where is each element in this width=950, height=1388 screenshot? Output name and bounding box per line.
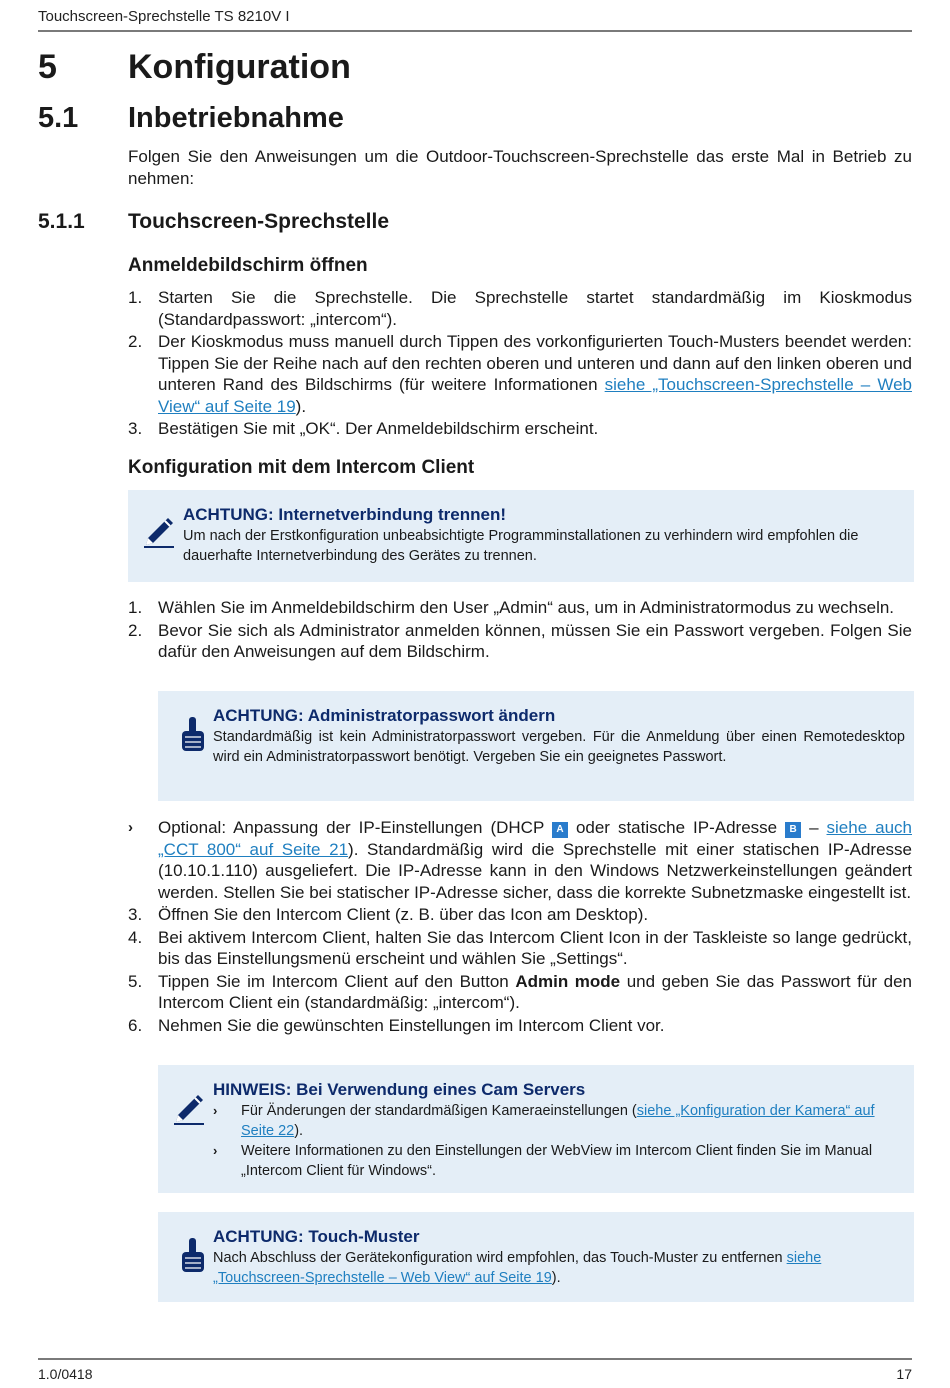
section-title: Inbetriebnahme [128, 102, 344, 134]
step-text: Tippen Sie im Intercom Client auf den Button [158, 971, 516, 991]
bullet-text-tail: ). [294, 1123, 304, 1139]
list-item [128, 904, 912, 926]
list-item [128, 927, 912, 970]
document-version: 1.0/0418 [38, 1366, 93, 1382]
login-heading: Anmeldebildschirm öffnen [128, 255, 368, 276]
list-item [128, 331, 912, 417]
chapter-number: 5 [38, 48, 57, 86]
subsection-title: Touchscreen-Sprechstelle [128, 210, 390, 233]
note-title: HINWEIS: Bei Verwendung eines Cam Servers [213, 1080, 586, 1099]
step-number: 1. [128, 598, 143, 617]
bullet-text: Weitere Informationen zu den Einstellungen der WebView im Intercom Client finden Sie im Manual „Intercom Client für Windows“. [241, 1143, 873, 1179]
note-text: Um nach der Erstkonfiguration unbeabsichtigte Programminstallationen zu verhindern wird empfohlen die dauerhafte Internetverbindung des Gerätes zu trennen. [183, 528, 859, 564]
cross-reference-link[interactable]: siehe „Konfiguration der Kamera“ auf Seite 22 [241, 1103, 875, 1139]
section-number: 5.1 [38, 102, 79, 134]
note-text [213, 1248, 905, 1288]
step-number: 6. [128, 1015, 143, 1035]
subsection-heading [38, 210, 389, 234]
footer-rule [38, 1358, 912, 1360]
step-number: 5. [128, 971, 143, 991]
warning-box-touch-pattern [158, 1212, 914, 1302]
login-steps [128, 287, 912, 441]
note-title: ACHTUNG: Administratorpasswort ändern [213, 706, 556, 725]
step-text: und geben Sie das Passwort für den Intercom Client ein (standardmäßig: „intercom“). [158, 971, 912, 1012]
step-text: Bevor Sie sich als Administrator anmelden können, müssen Sie ein Passwort vergeben. Folgen Sie dafür den Anweisungen auf dem Bildschirm. [158, 620, 912, 661]
badge-b: B [785, 822, 801, 838]
step-text: Öffnen Sie den Intercom Client (z. B. über das Icon am Desktop). [158, 905, 649, 924]
step-text: oder statische IP-Adresse [567, 818, 786, 837]
list-item [128, 597, 912, 619]
list-item [128, 1015, 912, 1037]
page-number: 17 [896, 1366, 912, 1382]
list-item [128, 971, 912, 1014]
step-number: 1. [128, 288, 143, 307]
intro-paragraph: Folgen Sie den Anweisungen um die Outdoor-Touchscreen-Sprechstelle das erste Mal in Betrieb zu nehmen: [128, 147, 912, 188]
warning-box-internet [128, 490, 914, 582]
cross-reference-link[interactable]: siehe auch „CCT 800“ auf Seite 21 [158, 818, 912, 859]
step-number: 2. [128, 332, 143, 351]
step-text: Optional: Anpassung der IP-Einstellungen (DHCP [158, 818, 552, 837]
list-item [128, 287, 912, 330]
cross-reference-link[interactable]: siehe „Touchscreen-Sprechstelle – Web View“ auf Seite 19 [213, 1250, 822, 1286]
info-box-cam-server [158, 1065, 914, 1193]
step-text-tail: ). [295, 396, 307, 416]
step-text: Bei aktivem Intercom Client, halten Sie das Intercom Client Icon in der Taskleiste so lange gedrückt, bis das Einstellungsmenü erscheint und wählen Sie „Settings“. [158, 927, 912, 968]
pencil-icon [172, 1085, 206, 1125]
header-rule [38, 30, 912, 32]
ip-and-client-steps [128, 817, 912, 1037]
chevron-right-icon: › [128, 819, 133, 836]
pencil-icon [142, 508, 176, 548]
chevron-right-icon: › [213, 1143, 218, 1158]
chevron-right-icon: › [213, 1103, 218, 1118]
step-text: ). Standardmäßig wird die Sprechstelle mit einer statischen IP-Adresse (10.10.1.110) ausgeliefert. Die IP-Adresse kann in den Windows Netzwerkeinstellungen geändert werden. Stellen Sie bei statischer IP-Adresse sicher, dass die korrekte Subnetzmaske eingestellt ist. [158, 839, 912, 902]
note-text-tail: ). [551, 1270, 561, 1286]
step-number: 2. [128, 620, 143, 640]
step-number: 4. [128, 927, 143, 947]
bullet-text: Für Änderungen der standardmäßigen Kameraeinstellungen ( [241, 1103, 637, 1119]
note-bullet [213, 1101, 893, 1141]
list-item-optional [128, 817, 912, 903]
step-text: Nehmen Sie die gewünschten Einstellungen im Intercom Client vor. [158, 1015, 665, 1035]
subsection-number: 5.1.1 [38, 210, 85, 233]
step-text: Bestätigen Sie mit „OK“. Der Anmeldebildschirm erscheint. [158, 419, 599, 438]
chapter-title: Konfiguration [128, 48, 351, 86]
note-bullet [213, 1141, 893, 1181]
list-item [128, 418, 912, 440]
ui-term: Admin mode [515, 971, 621, 991]
chapter-heading [38, 48, 351, 87]
note-title: ACHTUNG: Internetverbindung trennen! [183, 505, 506, 524]
section-heading [38, 102, 344, 135]
cross-reference-link[interactable]: siehe „Touchscreen-Sprechstelle – Web View“ auf Seite 19 [158, 375, 912, 416]
badge-a: A [552, 822, 568, 838]
pointing-hand-icon [176, 715, 210, 755]
note-text: Standardmäßig ist kein Administratorpasswort vergeben. Für die Anmeldung über einen Remotedesktop wird ein Administratorpasswort benötigt. Vergeben Sie ein geeignetes Passwort. [213, 729, 905, 765]
note-title: ACHTUNG: Touch-Muster [213, 1227, 420, 1246]
list-item [128, 620, 912, 663]
step-text: Der Kioskmodus muss manuell durch Tippen des vorkonfigurierten Touch-Musters beendet werden: Tippen Sie der Reihe nach auf den rechten oberen und unteren und dann auf den linken oberen und unteren Rand des Bildschirms (für weitere Informationen [158, 332, 912, 394]
running-header: Touchscreen-Sprechstelle TS 8210V I [38, 8, 290, 25]
client-heading: Konfiguration mit dem Intercom Client [128, 457, 475, 478]
step-text: Wählen Sie im Anmeldebildschirm den User „Admin“ aus, um in Administratormodus zu wechseln. [158, 598, 895, 617]
step-text: – [801, 818, 827, 837]
note-text-body: Nach Abschluss der Gerätekonfiguration wird empfohlen, das Touch-Muster zu entfernen [213, 1250, 787, 1266]
admin-steps [128, 597, 912, 664]
note-bullets [213, 1101, 893, 1181]
step-number: 3. [128, 419, 143, 438]
pointing-hand-icon [176, 1236, 210, 1276]
step-number: 3. [128, 905, 143, 924]
step-text: Starten Sie die Sprechstelle. Die Sprechstelle startet standardmäßig im Kioskmodus (Standardpasswort: „intercom“). [158, 288, 912, 329]
warning-box-admin-password [158, 691, 914, 801]
